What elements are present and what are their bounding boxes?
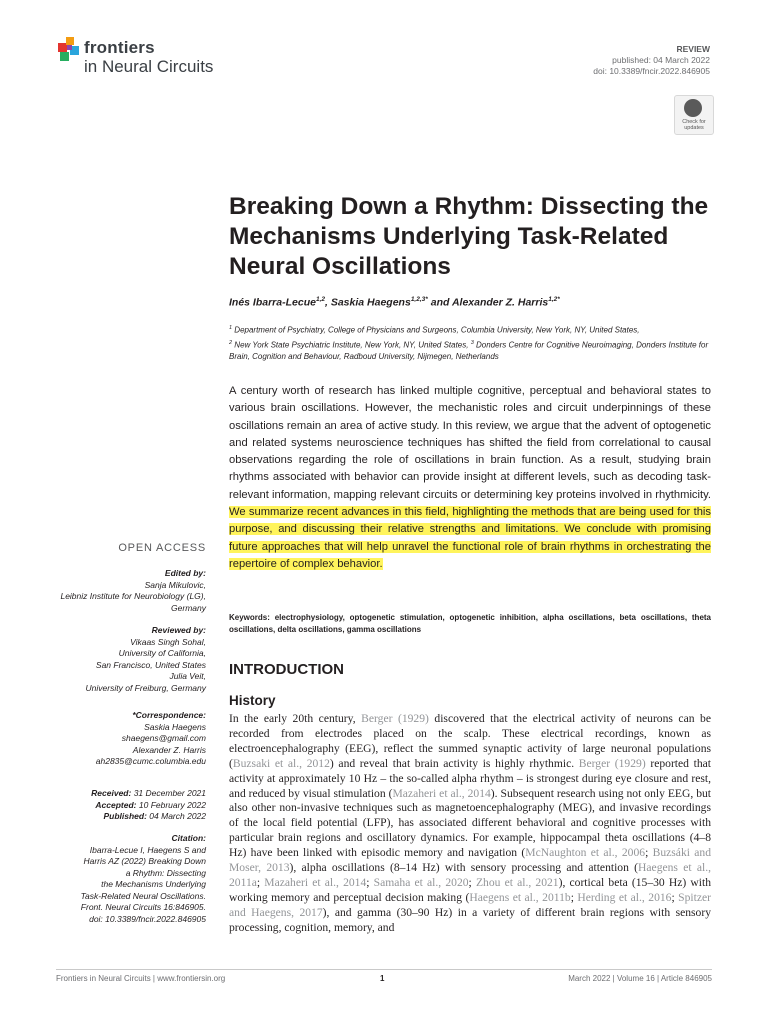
correspondence-label: *Correspondence: [132,710,206,720]
brand-sub: in Neural Circuits [84,57,214,76]
citation-link[interactable]: Zhou et al., 2021 [475,875,559,889]
reviewed-by-label: Reviewed by: [151,625,206,635]
citation-link[interactable]: Haegens et al., 2011a [229,861,712,889]
body-text-run: ; [366,875,374,889]
citation-line: a Rhythm: Dissecting [125,867,206,878]
check-for-updates-badge[interactable] [674,95,714,135]
body-text-run: ; [671,890,679,904]
article-title: Breaking Down a Rhythm: Dissecting the Mechanisms Underlying Task-Related Neural Oscillations [229,193,709,280]
body-text-run: ), alpha oscillations (8–14 Hz) with sensory processing and attention ( [289,861,639,875]
abstract [229,383,711,573]
abstract-text: A century worth of research has linked multiple cognitive, perceptual and behavioral states to various brain oscillations. However, the mechanistic roles and circuit underpinnings of these oscillations remain an area of active study. In this review, we argue that the advent of optogenetic and related systems neuroscience techniques has shifted the field from correlational to causal observations regarding the role of oscillations in brain function. As a result, studying brain rhythms associated with behavior can provide insight at different levels, such as decoding task-relevant information, mapping relevant circuits or determining key proteins involved in rhythmicity. [229,385,711,501]
body-text-run: ; [468,875,476,889]
citation-link[interactable]: Spitzer and Haegens, 2017 [229,890,712,919]
citation-link[interactable]: Mazaheri et al., 2014 [392,786,491,800]
edited-by [60,568,206,614]
body-text-run: ; [570,890,578,904]
affiliation-text: Department of Psychiatry, College of Physicians and Surgeons, Columbia University, New York, NY, United States, [232,325,640,335]
reviewed-by-line: Julia Veit, [169,671,206,681]
affiliations [229,322,713,363]
citation-link[interactable]: Haegens et al., 2011b [469,890,571,904]
edited-by-line: Sanja Mikulovic, [144,579,206,590]
correspondence-line: Alexander Z. Harris [132,744,206,755]
published-date: published: 04 March 2022 [612,55,710,65]
citation-line: Ibarra-Lecue I, Haegens S and [89,844,206,855]
body-text-run: ) and reveal that brain activity is highly rhythmic. [329,756,579,770]
citation-line: Harris AZ (2022) Breaking Down [83,856,206,866]
citation-link[interactable]: Buzsaki et al., 2012 [232,756,330,770]
correspondence-email[interactable]: shaegens@gmail.com [121,733,206,743]
frontiers-logo-icon [56,34,82,62]
body-text-run: ; [645,846,653,860]
open-access-label: OPEN ACCESS [118,542,206,554]
author-affiliation-sup: 1,2,3* [410,296,428,303]
abstract-highlight: We summarize recent advances in this field, highlighting the methods that are being used for this purpose, and discussing their relative strengths and limitations. We conclude with promising future approaches that will help unravel the functional role of brain rhythms in orchestrating the repertoire of complex behavior. [229,506,711,570]
keywords: Keywords: electrophysiology, optogenetic stimulation, optogenetic inhibition, alpha oscillations, beta oscillations, theta oscillations, delta oscillations, gamma oscillations [229,613,711,634]
footer-journal[interactable]: Frontiers in Neural Circuits | www.frontiersin.org [56,974,226,983]
body-text-run: ; [256,875,265,889]
citation-link[interactable]: Samaha et al., 2020 [373,875,469,889]
affiliation-text: Donders Centre for Cognitive Neuroimaging, Donders Institute for Brain, Cognition and Behaviour, Radboud University, Nijmegen, Netherlands [229,340,709,362]
article-dates [91,788,206,823]
citation [81,833,206,925]
citation-link[interactable]: Berger (1929) [578,756,646,770]
date-received: Received: 31 December 2021 [91,788,206,798]
affiliation-number: 1 [229,325,233,331]
correspondence-line: Saskia Haegens [144,721,206,732]
date-published: Published: 04 March 2022 [103,811,206,821]
footer-issue: March 2022 | Volume 16 | Article 846905 [568,974,712,983]
author-separator: , [325,296,331,309]
subsection-heading-history: History [229,693,276,708]
date-accepted: Accepted: 10 February 2022 [95,799,206,810]
author-affiliation-sup: 1,2* [548,296,560,303]
edited-by-label: Edited by: [164,568,206,578]
reviewed-by-line: Vikaas Singh Sohal, [130,636,206,647]
citation-line: the Mechanisms Underlying [101,879,206,889]
edited-by-line: Leibniz Institute for Neurobiology (LG), [60,591,206,601]
journal-logo[interactable] [56,34,256,80]
citation-line[interactable]: doi: 10.3389/fncir.2022.846905 [89,913,206,924]
author-list [229,296,560,309]
reviewed-by-line: San Francisco, United States [95,659,206,670]
badge-label: Check for updates [682,119,706,131]
body-text-run: reported that activity at approximately 10 Hz – the so-called alpha rhythm – is strongest during eye closure and rest, and reduced by visual stimulation ( [229,756,711,800]
section-heading-introduction: INTRODUCTION [229,661,344,678]
reviewed-by-line: University of California, [118,648,206,658]
affiliation-number: 3 [470,339,474,346]
citation-link[interactable]: Berger (1929) [361,712,429,725]
author-name[interactable]: Inés Ibarra-Lecue [229,296,316,309]
body-text [229,712,711,936]
citation-link[interactable]: Mazaheri et al., 2014 [264,875,367,889]
article-meta [593,44,710,77]
article-type: REVIEW [676,44,710,54]
body-text-run: discovered that the electrical activity of neurons can be recorded from electrodes placed on the scalp. These electrical recordings, known as electroencephalography (EEG), reflect the summed synaptic activity of large neuronal populations ( [229,712,711,770]
footer-divider [56,969,712,970]
citation-link[interactable]: McNaughton et al., 2006 [525,846,646,860]
citation-line: Task-Related Neural Oscillations. [80,890,206,901]
article-doi[interactable]: doi: 10.3389/fncir.2022.846905 [593,66,710,76]
citation-link[interactable]: Buzsáki and Moser, 2013 [229,846,712,875]
body-text-run: In the early 20th century, [229,712,362,725]
correspondence [96,710,206,768]
citation-link[interactable]: Herding et al., 2016 [577,890,672,904]
reviewed-by-line: University of Freiburg, Germany [85,682,206,693]
author-name[interactable]: Saskia Haegens [330,296,411,309]
author-name[interactable]: Alexander Z. Harris [451,296,549,309]
edited-by-line: Germany [171,602,206,613]
author-affiliation-sup: 1,2 [315,296,325,303]
reviewed-by [86,625,206,694]
author-separator: and [427,296,452,309]
body-text-run: ). Subsequent research using not only EEG, but also other non-invasive techniques such as magnetoencephalography (MEG), and invasive recordings of the local field potential (LFP), has associated different behavioral and cognitive processes with particular brain regions and oscillatory dynamics. For example, hippocampal theta oscillations (4–8 Hz) have been linked with episodic memory and navigation ( [229,786,712,860]
body-text-run: ), cortical beta (15–30 Hz) with working memory and perceptual decision making ( [229,875,712,904]
correspondence-email[interactable]: ah2835@cumc.columbia.edu [95,756,206,766]
citation-label: Citation: [171,833,206,843]
brand-main: frontiers [84,38,155,57]
check-for-updates-icon [684,99,702,117]
affiliation-number: 2 [229,339,233,346]
page-number: 1 [380,974,385,983]
affiliation-text: New York State Psychiatric Institute, New York, NY, United States, [232,340,471,350]
body-text-run: ), and gamma (30–90 Hz) in a variety of different brain regions with sensory processing, cognition, memory, and [229,905,711,934]
citation-line: Front. Neural Circuits 16:846905. [80,902,206,912]
